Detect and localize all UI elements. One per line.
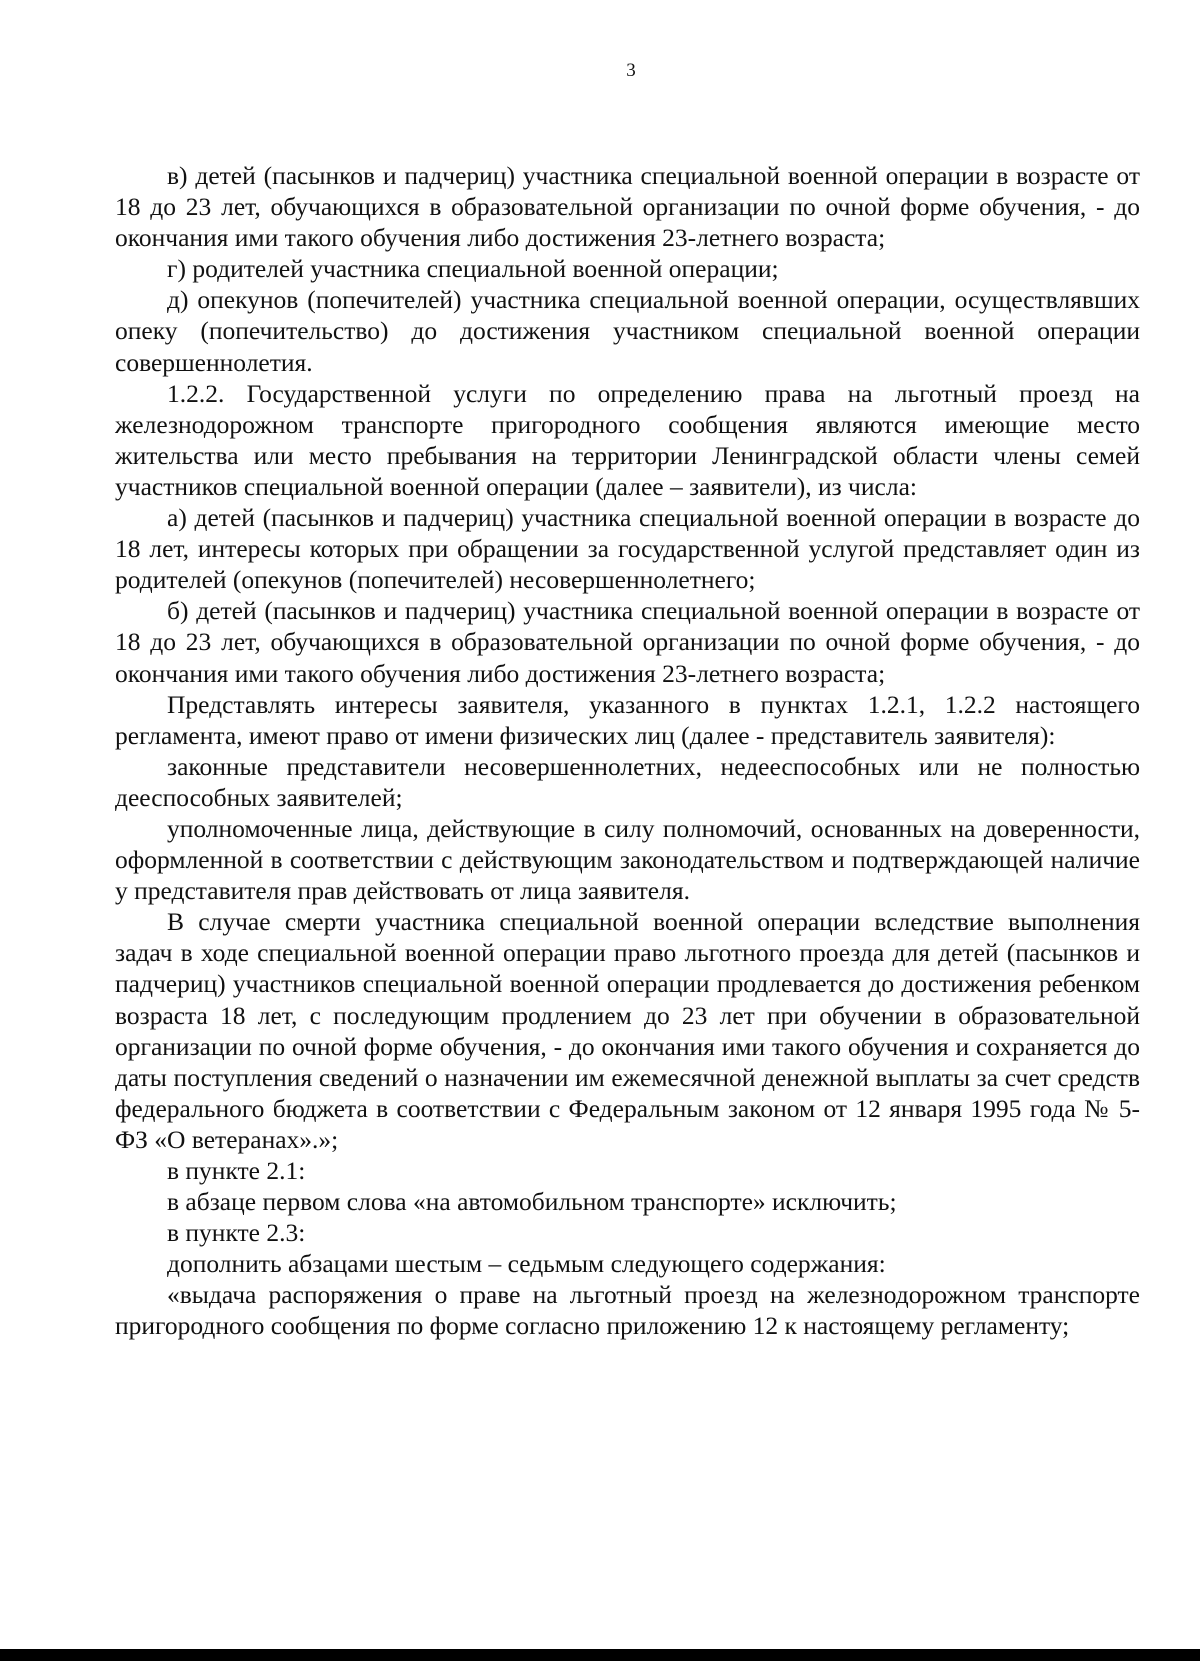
page-number: 3 [626,60,636,81]
scan-bottom-border [0,1649,1200,1661]
paragraph-item-b: б) детей (пасынков и падчериц) участника специальной военной операции в возрасте от 18 до 23 лет, обучающихся в образовательной организации по очной форме обучения, - до окончания ими такого обучения либо достижения 23-летнего возраста; [115,596,1140,688]
paragraph-item-a: а) детей (пасынков и падчериц) участника специальной военной операции в возрасте до 18 лет, интересы которых при обращении за государственной услугой представляет один из родителей (опекунов (попечителей) несовершеннолетнего; [115,503,1140,595]
paragraph-clause-2-3-addition: дополнить абзацами шестым – седьмым следующего содержания: [167,1249,886,1279]
paragraph-authorized-persons: уполномоченные лица, действующие в силу полномочий, основанных на доверенности, оформленной в соответствии с действующим законодательством и подтверждающей наличие у представителя прав действовать от лица заявителя. [115,813,1140,906]
document-body [115,160,1140,1342]
paragraph-issuance-order: «выдача распоряжения о праве на льготный проезд на железнодорожном транспорте пригородного сообщения по форме согласно приложению 12 к настоящему регламенту; [115,1280,1140,1341]
paragraph-item-d: д) опекунов (попечителей) участника специальной военной операции, осуществлявших опеку (попечительство) до достижения участником специальной военной операции совершеннолетия. [115,285,1140,377]
paragraph-clause-2-1-change: в абзаце первом слова «на автомобильном транспорте» исключить; [167,1187,897,1217]
paragraph-clause-2-3: в пункте 2.3: [167,1218,306,1248]
paragraph-death-case: В случае смерти участника специальной военной операции вследствие выполнения задач в ходе специальной военной операции право льготного проезда для детей (пасынков и падчериц) участников специальной военной операции продлевается до достижения ребенком возраста 18 лет, с последующим продлением до 23 лет при обучении в образовательной организации по очной форме обучения, - до окончания ими такого обучения и сохраняется до даты поступления сведений о назначении им ежемесячной денежной выплаты за счет средств федерального бюджета в соответствии с Федеральным законом от 12 января 1995 года № 5-ФЗ «О ветеранах».»; [115,907,1140,1154]
paragraph-legal-representatives: законные представители несовершеннолетних, недееспособных или не полностью дееспособных заявителей; [115,751,1140,812]
paragraph-item-g: г) родителей участника специальной военной операции; [167,254,779,284]
paragraph-1-2-2: 1.2.2. Государственной услуги по определению права на льготный проезд на железнодорожном транспорте пригородного сообщения являются имеющие место жительства или место пребывания на территории Ленинградской области члены семей участников специальной военной операции (далее – заявители), из числа: [115,378,1140,501]
paragraph-representatives: Представлять интересы заявителя, указанного в пунктах 1.2.1, 1.2.2 настоящего регламента, имеют право от имени физических лиц (далее - представитель заявителя): [115,689,1140,750]
paragraph-item-v: в) детей (пасынков и падчериц) участника специальной военной операции в возрасте от 18 до 23 лет, обучающихся в образовательной организации по очной форме обучения, - до окончания ими такого обучения либо достижения 23-летнего возраста; [115,161,1140,253]
paragraph-clause-2-1: в пункте 2.1: [167,1156,306,1185]
